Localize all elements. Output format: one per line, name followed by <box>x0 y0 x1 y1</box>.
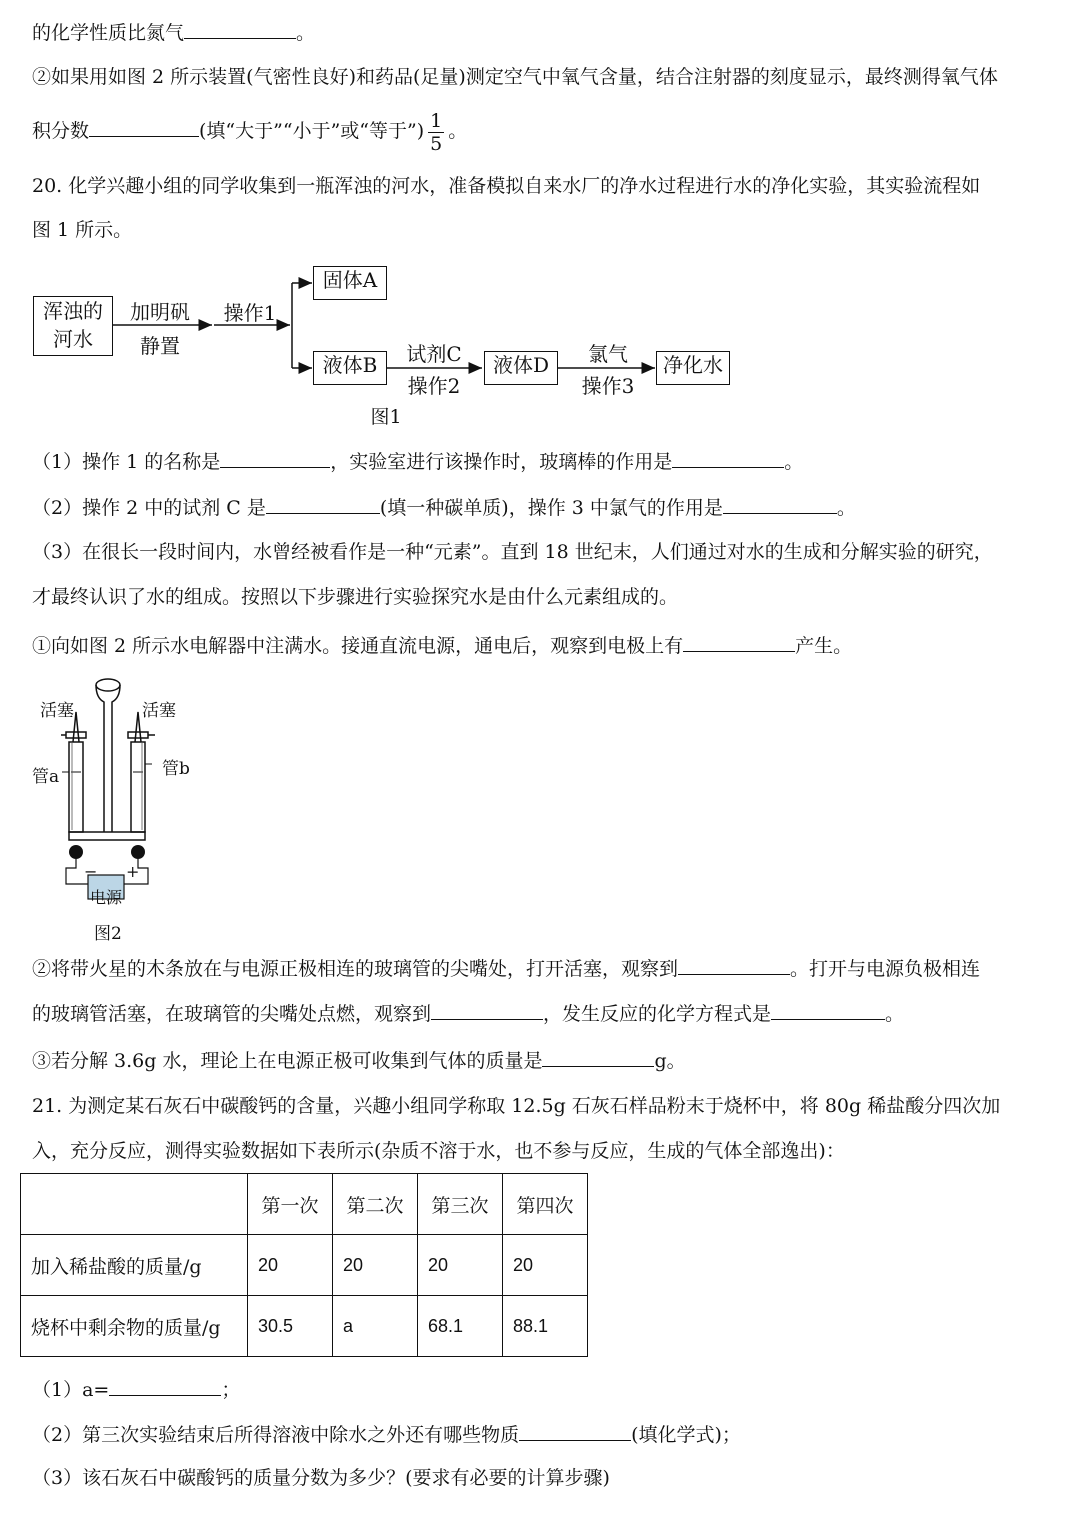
solid-a-box: 固体A <box>313 266 387 300</box>
text: 产生。 <box>795 635 853 657</box>
flow-label: 加明矾 <box>130 300 190 324</box>
fraction-numerator: 1 <box>430 109 443 132</box>
q20-step-2-line-2 <box>32 999 904 1027</box>
answer-blank[interactable] <box>678 954 790 975</box>
flow-start-box: 浑浊的 河水 <box>33 296 113 356</box>
q20-step-1 <box>32 631 852 659</box>
table-row-label: 加入稀盐酸的质量/g <box>21 1235 248 1296</box>
experiment-data-table <box>20 1173 588 1357</box>
table-row-label: 烧杯中剩余物的质量/g <box>21 1296 248 1357</box>
q20-step-3 <box>32 1046 686 1074</box>
answer-blank[interactable] <box>672 447 784 468</box>
answer-blank[interactable] <box>431 999 543 1020</box>
flow-label: 操作1 <box>223 301 277 325</box>
tube-a-label: 管a <box>32 767 60 787</box>
table-cell: 30.5 <box>248 1296 333 1357</box>
q20-sub-3-line-2 <box>32 584 678 610</box>
text: 的玻璃管活塞，在玻璃管的尖嘴处点燃，观察到 <box>32 1003 432 1025</box>
answer-blank[interactable] <box>683 631 795 652</box>
table-cell: 20 <box>503 1235 588 1296</box>
text: 。 <box>885 1003 905 1025</box>
negative-terminal-label: − <box>84 862 98 881</box>
answer-blank[interactable] <box>771 999 885 1020</box>
text: g。 <box>654 1050 686 1072</box>
answer-blank[interactable] <box>519 1420 631 1441</box>
table-cell: 88.1 <box>503 1296 588 1357</box>
text: 。 <box>836 497 856 519</box>
fraction-denominator: 5 <box>430 132 443 155</box>
tube-b-label: 管b <box>162 759 190 779</box>
flow-label: 操作3 <box>581 374 635 398</box>
text: （2）操作 2 中的试剂 C 是 <box>32 497 266 519</box>
text: （1）a= <box>32 1379 110 1401</box>
table-row <box>21 1235 588 1296</box>
valve-label-right: 活塞 <box>142 701 176 721</box>
table-header-cell: 第三次 <box>418 1174 503 1235</box>
text: ②如果用如图 2 所示装置(气密性良好)和药品(足量)测定空气中氧气含量，结合注射器的刻度显示，最终测得氧气体 <box>32 66 998 88</box>
text: (填“大于”“小于”或“等于”) <box>199 120 425 142</box>
q20-sub-3-line-1 <box>32 539 993 565</box>
text: 才最终认识了水的组成。按照以下步骤进行实验探究水是由什么元素组成的。 <box>32 586 679 608</box>
table-cell: 20 <box>333 1235 418 1296</box>
answer-blank[interactable] <box>266 493 380 514</box>
liquid-b-box: 液体B <box>313 351 387 385</box>
table-header-cell: 第四次 <box>503 1174 588 1235</box>
q20-step-2-line-1 <box>32 954 980 982</box>
text: 图 1 所示。 <box>32 219 133 241</box>
text: 入，充分反应，测得实验数据如下表所示(杂质不溶于水，也不参与反应，生成的气体全部逸出)： <box>32 1140 845 1162</box>
answer-blank[interactable] <box>723 493 837 514</box>
text: （1）操作 1 的名称是 <box>32 451 221 473</box>
text: 20. 化学兴趣小组的同学收集到一瓶浑浊的河水，准备模拟自来水厂的净水过程进行水的净化实验，其实验流程如 <box>32 175 981 197</box>
table-cell: 68.1 <box>418 1296 503 1357</box>
text: （3）该石灰石中碳酸钙的质量分数为多少？(要求有必要的计算步骤) <box>32 1467 610 1489</box>
table-cell: 20 <box>418 1235 503 1296</box>
valve-label-left: 活塞 <box>40 701 74 721</box>
text: 。 <box>448 120 468 142</box>
table-cell: 20 <box>248 1235 333 1296</box>
flow-label: 静置 <box>140 334 180 358</box>
answer-blank[interactable] <box>220 447 330 468</box>
text: 。 <box>296 22 316 44</box>
text: ，实验室进行该操作时，玻璃棒的作用是 <box>330 451 673 473</box>
positive-terminal-label: + <box>126 862 140 881</box>
text: ③若分解 3.6g 水，理论上在电源正极可收集到气体的质量是 <box>32 1050 543 1072</box>
q21-line-2 <box>32 1138 845 1164</box>
liquid-d-box: 液体D <box>484 351 558 385</box>
text: (填一种碳单质)，操作 3 中氯气的作用是 <box>379 497 723 519</box>
text: 21. 为测定某石灰石中碳酸钙的含量，兴趣小组同学称取 12.5g 石灰石样品粉末于烧杯中，将 80g 稀盐酸分四次加 <box>32 1095 1001 1117</box>
text: 积分数 <box>32 120 90 142</box>
table-header-cell: 第一次 <box>248 1174 333 1235</box>
flow-label: 氯气 <box>588 342 628 366</box>
text: （3）在很长一段时间内，水曾经被看作是一种“元素”。直到 18 世纪末，人们通过对水的生成和分解实验的研究， <box>32 541 993 563</box>
figure-2-caption: 图2 <box>94 924 122 944</box>
q21-line-1 <box>32 1093 1000 1119</box>
purified-water-box: 净化水 <box>656 351 730 385</box>
q20-sub-1 <box>32 447 803 475</box>
table-row <box>21 1296 588 1357</box>
q21-sub-1 <box>32 1375 240 1403</box>
table-header-row <box>21 1174 588 1235</box>
q21-sub-2 <box>32 1420 741 1448</box>
table-header-cell <box>21 1174 248 1235</box>
text: 的化学性质比氮气 <box>32 22 185 44</box>
flow-label: 操作2 <box>407 374 461 398</box>
text: 。打开与电源负极相连 <box>790 958 981 980</box>
text: ； <box>221 1379 241 1401</box>
table-cell: a <box>333 1296 418 1357</box>
answer-blank[interactable] <box>542 1046 654 1067</box>
q20-sub-2 <box>32 493 856 521</box>
text: ，发生反应的化学方程式是 <box>543 1003 772 1025</box>
figure-1-caption: 图1 <box>370 406 402 428</box>
text: （2）第三次实验结束后所得溶液中除水之外还有哪些物质 <box>32 1424 520 1446</box>
text: ①向如图 2 所示水电解器中注满水。接通直流电源，通电后，观察到电极上有 <box>32 635 684 657</box>
flow-label: 试剂C <box>406 342 462 366</box>
text: ②将带火星的木条放在与电源正极相连的玻璃管的尖嘴处，打开活塞，观察到 <box>32 958 679 980</box>
answer-blank[interactable] <box>109 1375 221 1396</box>
power-source-label: 电源 <box>90 888 123 907</box>
table-header-cell: 第二次 <box>333 1174 418 1235</box>
text: (填化学式)； <box>631 1424 741 1446</box>
q21-sub-3 <box>32 1465 610 1491</box>
text: 。 <box>784 451 804 473</box>
